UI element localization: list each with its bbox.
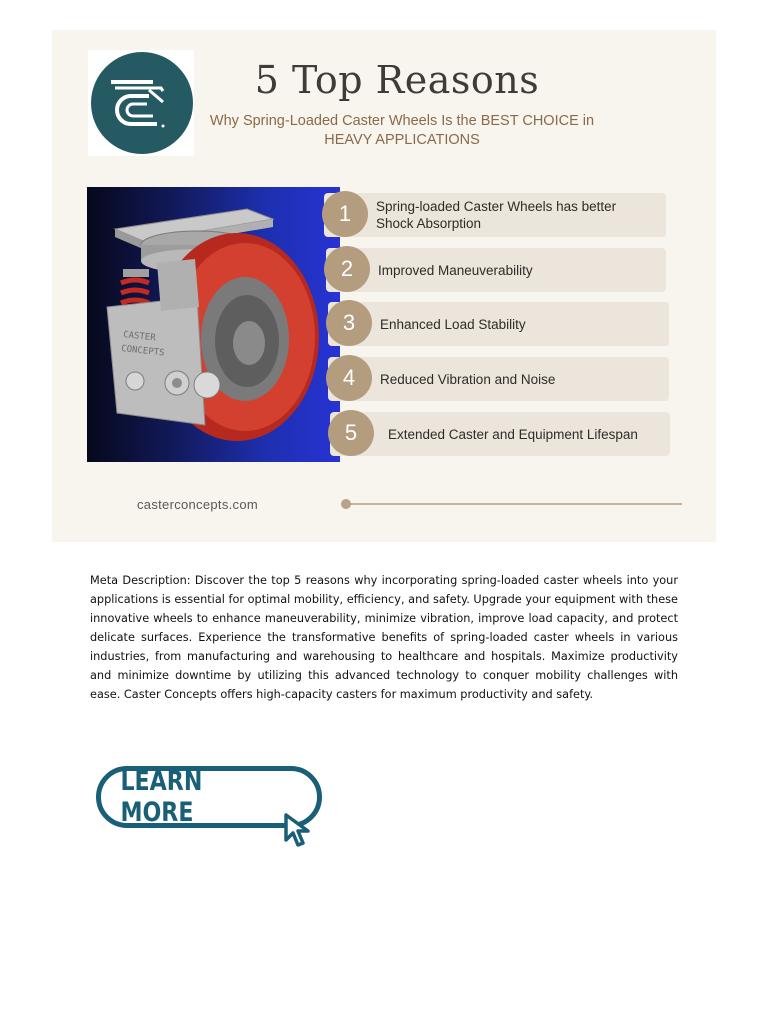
subtitle-line-1: Why Spring-Loaded Caster Wheels Is the BEST CHOICE in	[209, 113, 595, 129]
reason-item-2	[326, 248, 666, 292]
cursor-arrow-icon	[283, 812, 315, 850]
reason-number: 4	[326, 355, 372, 401]
logo	[88, 50, 194, 156]
subtitle	[202, 112, 602, 150]
reason-number: 3	[326, 300, 372, 346]
reason-item-4	[328, 357, 669, 401]
page-title: 5 Top Reasons	[254, 58, 540, 102]
reason-text: Spring-loaded Caster Wheels has better Shock Absorption	[376, 199, 617, 231]
logo-circle	[91, 52, 193, 154]
subtitle-line-2: HEAVY APPLICATIONS	[324, 132, 480, 148]
reason-number: 1	[322, 191, 368, 237]
reason-text: Reduced Vibration and Noise	[380, 371, 556, 387]
reason-number: 5	[328, 410, 374, 456]
website-url: casterconcepts.com	[137, 497, 259, 512]
reason-text: Enhanced Load Stability	[380, 316, 526, 332]
divider-dot	[341, 499, 351, 509]
infographic-banner	[52, 30, 716, 542]
plate-text-concepts: CONCEPTS	[120, 344, 165, 359]
reason-text: Extended Caster and Equipment Lifespan	[388, 426, 638, 442]
reason-item-3	[328, 302, 669, 346]
product-image	[87, 187, 340, 462]
reason-item-5	[330, 412, 670, 456]
caster-concepts-logo-icon	[91, 52, 193, 154]
reason-text: Improved Maneuverability	[378, 262, 533, 278]
spring-loaded-caster-illustration	[87, 187, 340, 462]
reason-number: 2	[324, 246, 370, 292]
plate-text-caster: CASTER	[122, 330, 157, 344]
reason-item-1	[324, 193, 666, 237]
learn-more-label: LEARN MORE	[120, 766, 203, 828]
meta-description: Meta Description: Discover the top 5 reasons why incorporating spring-loaded caster wheels into your applications is essential for optimal mobility, efficiency, and safety. Upgrade your equipment with these innovative wheels to enhance maneuverability, minimize vibration, improve load capacity, and protect delicate surfaces. Experience the transformative benefits of spring-loaded caster wheels in various industries, from manufacturing and warehousing to healthcare and hospitals. Maximize productivity and minimize downtime by utilizing this advanced technology to conquer mobility challenges with ease. Caster Concepts offers high-capacity casters for maximum productivity and safety.	[90, 574, 678, 701]
divider-line	[342, 503, 682, 505]
